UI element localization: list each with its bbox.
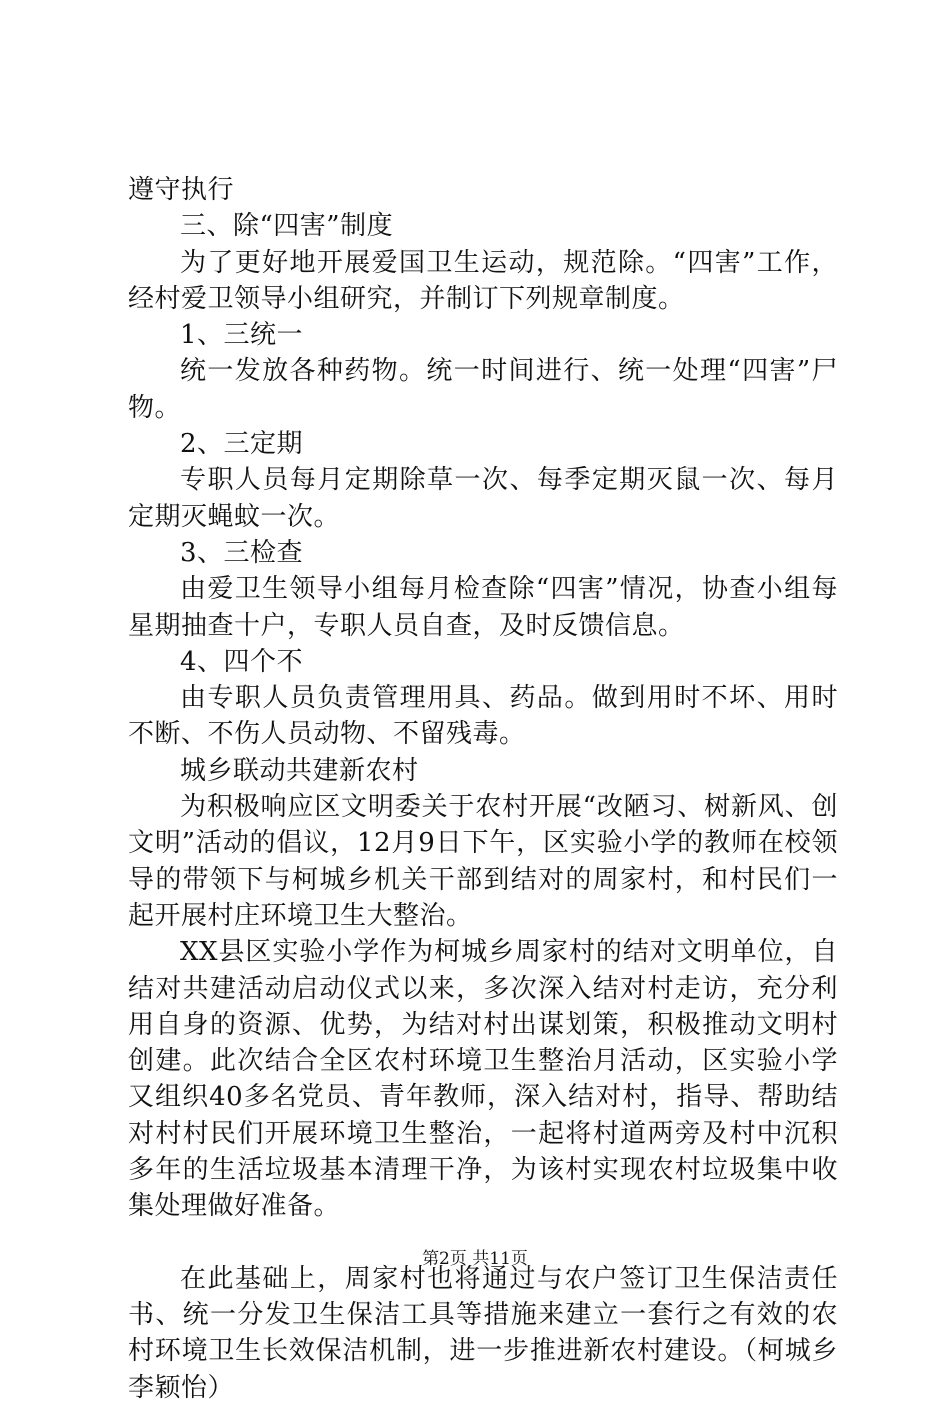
paragraph: 由专职人员负责管理用具、药品。做到用时不坏、用时不断、不伤人员动物、不留残毒。: [128, 683, 838, 750]
page-number-footer: 第2页 共11页: [422, 1249, 528, 1269]
paragraph: 在此基础上，周家村也将通过与农户签订卫生保洁责任书、统一分发卫生保洁工具等措施来建立一套行之有效的农村环境卫生长效保洁机制，进一步推进新农村建设。（柯城乡李颖怡）: [128, 1263, 838, 1403]
paragraph: 由爱卫生领导小组每月检查除“四害”情况，协查小组每星期抽查十户，专职人员自查，及时反馈信息。: [128, 574, 838, 641]
document-body: [128, 172, 838, 1406]
list-heading: 2、三定期: [180, 429, 304, 460]
paragraph: 统一发放各种药物。统一时间进行、统一处理“四害”尸物。: [128, 356, 838, 423]
list-heading: 1、三统一: [180, 320, 304, 351]
paragraph-continuation: 遵守执行: [128, 175, 235, 205]
paragraph: 为了更好地开展爱国卫生运动，规范除。“四害”工作，经村爱卫领导小组研究，并制订下列规章制度。: [128, 247, 838, 314]
paragraph: 为积极响应区文明委关于农村开展“改陋习、树新风、创文明”活动的倡议，12月9日下午，区实验小学的教师在校领导的带领下与柯城乡机关干部到结对的周家村，和村民们一起开展村庄环境卫生大整治。: [128, 792, 838, 931]
paragraph: 专职人员每月定期除草一次、每季定期灭鼠一次、每月定期灭蝇蚊一次。: [128, 465, 838, 532]
section-heading: 三、除“四害”制度: [180, 211, 394, 242]
article-title: 城乡联动共建新农村: [180, 755, 419, 786]
list-heading: 3、三检查: [180, 537, 304, 568]
paragraph: XX县区实验小学作为柯城乡周家村的结对文明单位，自结对共建活动启动仪式以来，多次深入结对村走访，充分利用自身的资源、优势，为结对村出谋划策，积极推动文明村创建。此次结合全区农村环境卫生整治月活动，区实验小学又组织40多名党员、青年教师，深入结对村，指导、帮助结对村村民们开展环境卫生整治，一起将村道两旁及村中沉积多年的生活垃圾基本清理干净，为该村实现农村垃圾集中收集处理做好准备。: [128, 937, 838, 1222]
list-heading: 4、四个不: [180, 646, 304, 677]
